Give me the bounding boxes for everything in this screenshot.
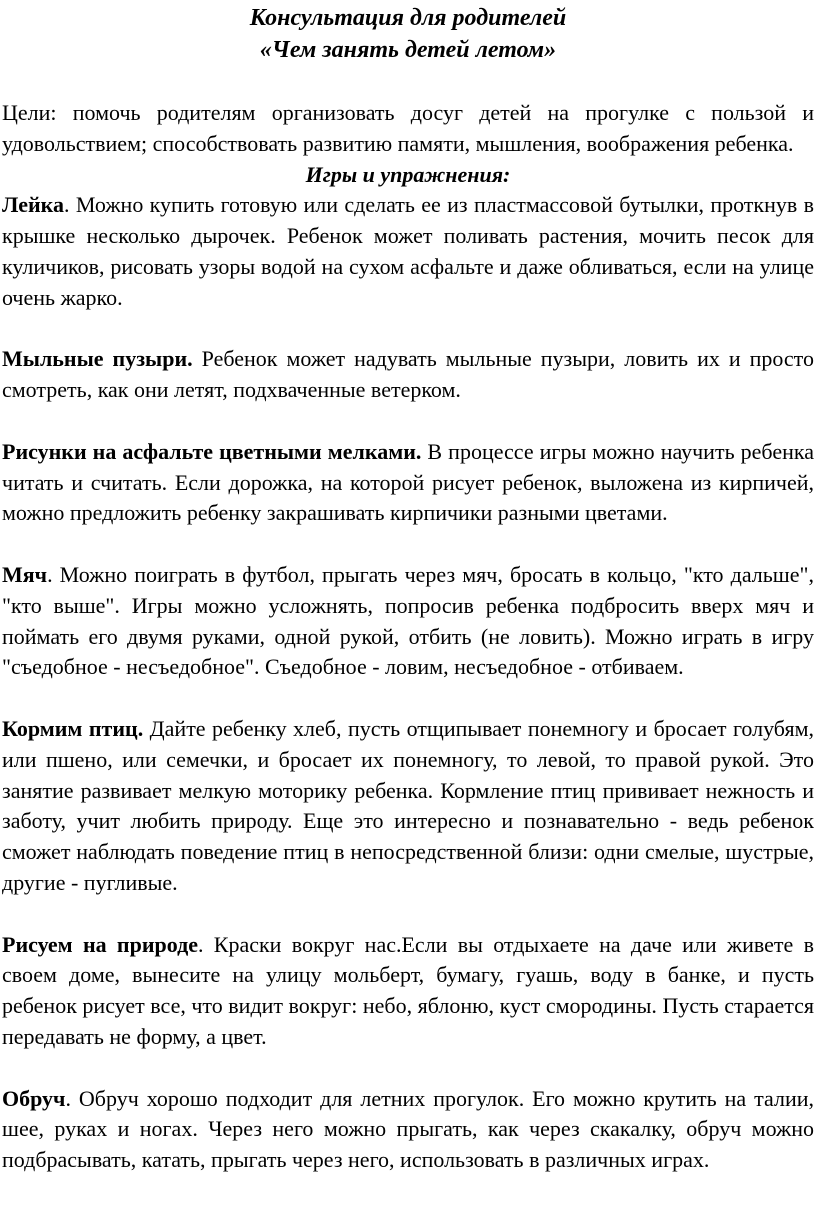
section-term: Обруч [2, 1085, 66, 1111]
section-term: Лейка [2, 192, 65, 218]
goals-paragraph: Цели: помочь родителям организовать досуг детей на прогулке с пользой и удовольствием; способствовать развитию памяти, мышления, воображения ребенка. [2, 100, 814, 156]
section-chalk-drawings [2, 437, 814, 529]
title-line-2: «Чем занять детей летом» [259, 37, 557, 63]
section-text: Ребенок может надувать мыльные пузыри, ловить их и просто смотреть, как они летят, подхваченные ветерком. [2, 346, 814, 403]
section-soap-bubbles [2, 344, 814, 406]
section-feeding-birds [2, 714, 814, 899]
title-line-1: Консультация для родителей [249, 5, 567, 31]
section-watering-can [2, 190, 814, 313]
section-text: . Обруч хорошо подходит для летних прогулок. Его можно крутить на талии, шее, руках и ногах. Через него можно прыгать, как через скакалку, обруч можно подбрасывать, катать, прыгать через него, использовать в различных играх. [2, 1085, 814, 1173]
section-text: Дайте ребенку хлеб, пусть отщипывает понемногу и бросает голубям, или пшено, или семечки, и бросает их понемногу, то левой, то правой рукой. Это занятие развивает мелкую моторику ребенка. Кормление птиц прививает нежность и заботу, учит любить природу. Еще это интересно и познавательно - ведь ребенок сможет наблюдать поведение птиц в непосредственной близи: одни смелые, шустрые, другие - пугливые. [2, 715, 814, 895]
section-text: . Можно поиграть в футбол, прыгать через мяч, бросать в кольцо, "кто дальше", "кто выше". Игры можно усложнять, попросив ребенка подбросить вверх мяч и поймать его двумя руками, одной рукой, отбить (не ловить). Можно играть в игру "съедобное - несъедобное". Съедобное - ловим, несъедобное - отбиваем. [2, 561, 814, 680]
games-heading: Игры и упражнения: [305, 161, 511, 187]
section-text: . Можно купить готовую или сделать ее из пластмассовой бутылки, проткнув в крышке несколько дырочек. Ребенок может поливать растения, мочить песок для куличиков, рисовать узоры водой на сухом асфальте и даже обливаться, если на улице очень жарко. [2, 192, 814, 310]
section-term: Кормим птиц. [2, 715, 144, 741]
section-hoop [2, 1084, 814, 1176]
section-text: . Краски вокруг нас.Если вы отдыхаете на даче или живете в своем доме, вынесите на улицу мольберт, бумагу, гуашь, воду в банке, и пусть ребенок рисует все, что видит вокруг: небо, яблоню, куст смородины. Пусть старается передавать не форму, а цвет. [2, 931, 814, 1049]
section-term: Мыльные пузыри. [2, 346, 193, 372]
section-term: Мяч [2, 561, 48, 587]
title-block [2, 0, 814, 70]
section-text: В процессе игры можно научить ребенка читать и считать. Если дорожка, на которой рисует ребенок, выложена из кирпичей, можно предложить ребенку закрашивать кирпичики разными цветами. [2, 438, 814, 526]
section-term: Рисуем на природе [2, 931, 198, 957]
section-ball [2, 560, 814, 683]
section-drawing-nature [2, 930, 814, 1053]
section-term: Рисунки на асфальте цветными мелками. [2, 438, 422, 464]
